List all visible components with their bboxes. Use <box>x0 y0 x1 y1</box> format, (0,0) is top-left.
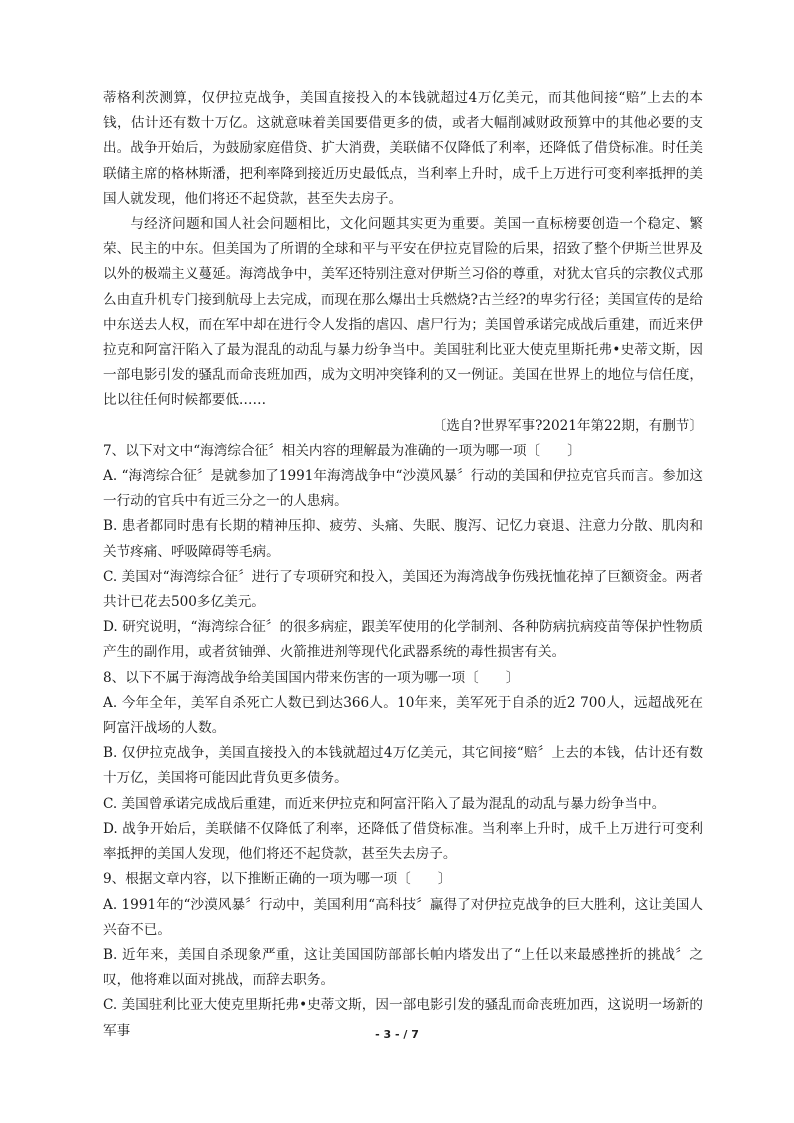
question-stem: 7、以下对文中“海湾综合征〞相关内容的理解最为准确的一项为哪一项〔 〕 <box>103 442 581 459</box>
option-c: C. 美国驻利比亚大使克里斯托弗•史蒂文斯，因一部电影引发的骚乱而命丧班加西，这说明一场新的军事 <box>103 997 703 1039</box>
question-9 <box>103 867 703 1043</box>
option-b: B. 患者都同时患有长期的精神压抑、疲劳、头痛、失眠、腹泻、记忆力衰退、注意力分散、肌肉和关节疼痛、呼吸障碍等毛病。 <box>103 518 703 560</box>
option-a: A. 今年全年，美军自杀死亡人数已到达366人。10年来，美军死于自杀的近2 700人，远超战死在阿富汗战场的人数。 <box>103 694 703 737</box>
document-body <box>103 86 703 1044</box>
question-stem: 8、以下不属于海湾战争给美国国内带来伤害的一项为哪一项〔 〕 <box>103 669 520 686</box>
option-c: C. 美国曾承诺完成战后重建，而近来伊拉克和阿富汗陷入了最为混乱的动乱与暴力纷争当中。 <box>103 795 666 812</box>
option-a: A. 1991年的“沙漠风暴〞行动中，美国利用“高科技〞赢得了对伊拉克战争的巨大胜利，这让美国人兴奋不已。 <box>103 896 703 938</box>
question-8 <box>103 666 703 868</box>
option-a: A. “海湾综合征〞是就参加了1991年海湾战争中“沙漠风暴〞行动的美国和伊拉克官兵而言。参加这一行动的官兵中有近三分之一的人患病。 <box>103 468 703 510</box>
option-c: C. 美国对“海湾综合征〞进行了专项研究和投入，美国还为海湾战争伤残抚恤花掉了巨额资金。两者共计已花去500多亿美元。 <box>103 568 703 611</box>
option-d: D. 研究说明，“海湾综合征〞的很多病症，跟美军使用的化学制剂、各种防病抗病疫苗等保护性物质产生的副作用，或者贫铀弹、火箭推进剂等现代化武器系统的毒性损害有关。 <box>103 619 703 661</box>
passage-paragraph-2: 与经济问题和国人社会问题相比，文化问题其实更为重要。美国一直标榜要创造一个稳定、繁荣、民主的中东。但美国为了所谓的全球和平与平安在伊拉克冒险的后果，招致了整个伊斯兰世界及以外的极端主义蔓延。海湾战争中，美军还特别注意对伊斯兰习俗的尊重，对犹太官兵的宗教仪式那么由直升机专门接到航母上去完成，而现在那么爆出士兵燃烧?古兰经?的卑劣行径；美国宣传的是给中东送去人权，而在军中却在进行令人发指的虐囚、虐尸行为；美国曾承诺完成战后重建，而近来伊拉克和阿富汗陷入了最为混乱的动乱与暴力纷争当中。美国驻利比亚大使克里斯托弗•史蒂文斯，因一部电影引发的骚乱而命丧班加西，成为文明冲突锋利的又一例证。美国在世界上的地位与信任度，比以往任何时候都要低…… <box>103 216 703 409</box>
passage-source: 〔选自?世界军事?2021年第22期，有删节〕 <box>432 417 703 434</box>
option-b: B. 近年来，美国自杀现象严重，这让美国国防部部长帕内塔发出了“上任以来最感挫折的挑战〞之叹，他将难以面对挑战，而辞去职务。 <box>103 946 703 989</box>
option-d: D. 战争开始后，美联储不仅降低了利率，还降低了借贷标准。当利率上升时，成千上万进行可变利率抵押的美国人发现，他们将还不起贷款，甚至失去房子。 <box>103 820 703 863</box>
question-7 <box>103 439 703 666</box>
page-number: - 3 - / 7 <box>375 1028 419 1041</box>
option-b: B. 仅伊拉克战争，美国直接投入的本钱就超过4万亿美元，其它间接“赔〞上去的本钱，估计还有数十万亿，美国将可能因此背负更多债务。 <box>103 745 703 787</box>
passage-paragraph-1: 蒂格利茨测算，仅伊拉克战争，美国直接投入的本钱就超过4万亿美元，而其他间接“赔”上去的本钱，估计还有数十万亿。这就意味着美国要借更多的债，或者大幅削减财政预算中的其他必要的支出。战争开始后，为鼓励家庭借贷、扩大消费，美联储不仅降低了利率，还降低了借贷标准。时任美联储主席的格林斯潘，把利率降到接近历史最低点，当利率上升时，成千上万进行可变利率抵押的美国人就发现，他们将还不起贷款，甚至失去房子。 <box>103 90 703 207</box>
question-stem: 9、根据文章内容，以下推断正确的一项为哪一项〔 〕 <box>103 871 452 888</box>
